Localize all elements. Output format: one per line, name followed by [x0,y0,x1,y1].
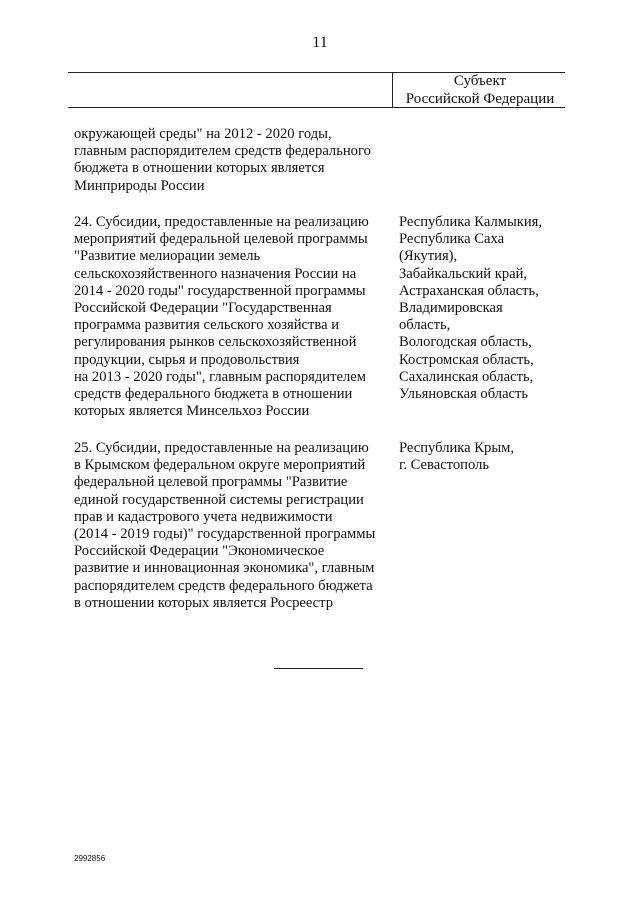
subject-line: Республика Калмыкия, [399,214,543,230]
text-line: Российской Федерации "Экономическое [74,543,325,560]
text-line: бюджета в отношении которых является [74,160,325,177]
text-line: "Развитие мелиорации земель [74,248,261,265]
row-description [74,214,386,420]
subject-line: Астраханская область, [399,282,539,299]
text-line: прав и кадастрового учета недвижимости [74,508,333,525]
text-line: единой государственной системы регистрации [74,491,364,508]
text-line: регулирования рынков сельскохозяйственной [74,334,357,351]
text-line: на 2013 - 2020 годы", главным распорядителем [74,368,366,385]
text-line: 24. Субсидии, предоставленные на реализацию [74,214,369,230]
page-number: 11 [312,34,328,51]
text-line: распорядителем средств федерального бюджета [74,577,373,594]
text-line: главным распорядителем средств федерального [74,143,371,160]
text-line: в Крымском федеральном округе мероприятий [74,457,366,474]
text-line: окружающей среды" на 2012 - 2020 годы, [74,126,332,142]
text-line: Российской Федерации "Государственная [74,300,332,317]
table-header-line: Российской Федерации [405,91,555,107]
text-line: программа развития сельского хозяйства и [74,317,340,334]
table-header-line: Субъект [453,73,507,89]
table-header-column-divider [392,72,393,107]
text-line: сельскохозяйственного назначения России на [74,265,357,282]
text-line: Минприроды России [74,177,205,194]
subject-line: (Якутия), [399,248,458,265]
row-subjects [399,440,569,474]
row-description [74,126,386,195]
text-line: развитие и инновационная экономика", главным [74,560,375,577]
text-line: продукции, сырья и продовольствия [74,351,300,368]
subject-line: Ульяновская область [399,386,529,403]
text-line: (2014 - 2019 годы)" государственной программы [74,526,376,543]
text-line: федеральной целевой программы "Развитие [74,474,348,491]
subject-line: Республика Крым, [399,440,515,456]
row-subjects [399,214,569,403]
subject-line: Владимировская [399,300,503,317]
document-code: 2992856 [74,854,106,863]
end-of-table-rule [274,668,363,669]
table-header-bottom-rule [68,107,565,108]
table-header-subject-column [395,72,565,108]
subject-line: Вологодская область, [399,334,532,351]
text-line: в отношении которых является Росреестр [74,594,334,611]
row-description [74,440,386,612]
subject-line: Забайкальский край, [399,265,528,282]
subject-line: г. Севастополь [399,457,490,474]
subject-line: Сахалинская область, [399,368,534,385]
subject-line: Костромская область, [399,351,534,368]
text-line: 25. Субсидии, предоставленные на реализацию [74,440,369,456]
subject-line: область, [399,317,451,334]
text-line: средств федерального бюджета в отношении [74,386,353,403]
text-line: мероприятий федеральной целевой программы [74,231,368,248]
text-line: 2014 - 2020 годы" государственной программы [74,282,366,299]
subject-line: Республика Саха [399,231,505,248]
text-line: которых является Минсельхоз России [74,403,310,420]
